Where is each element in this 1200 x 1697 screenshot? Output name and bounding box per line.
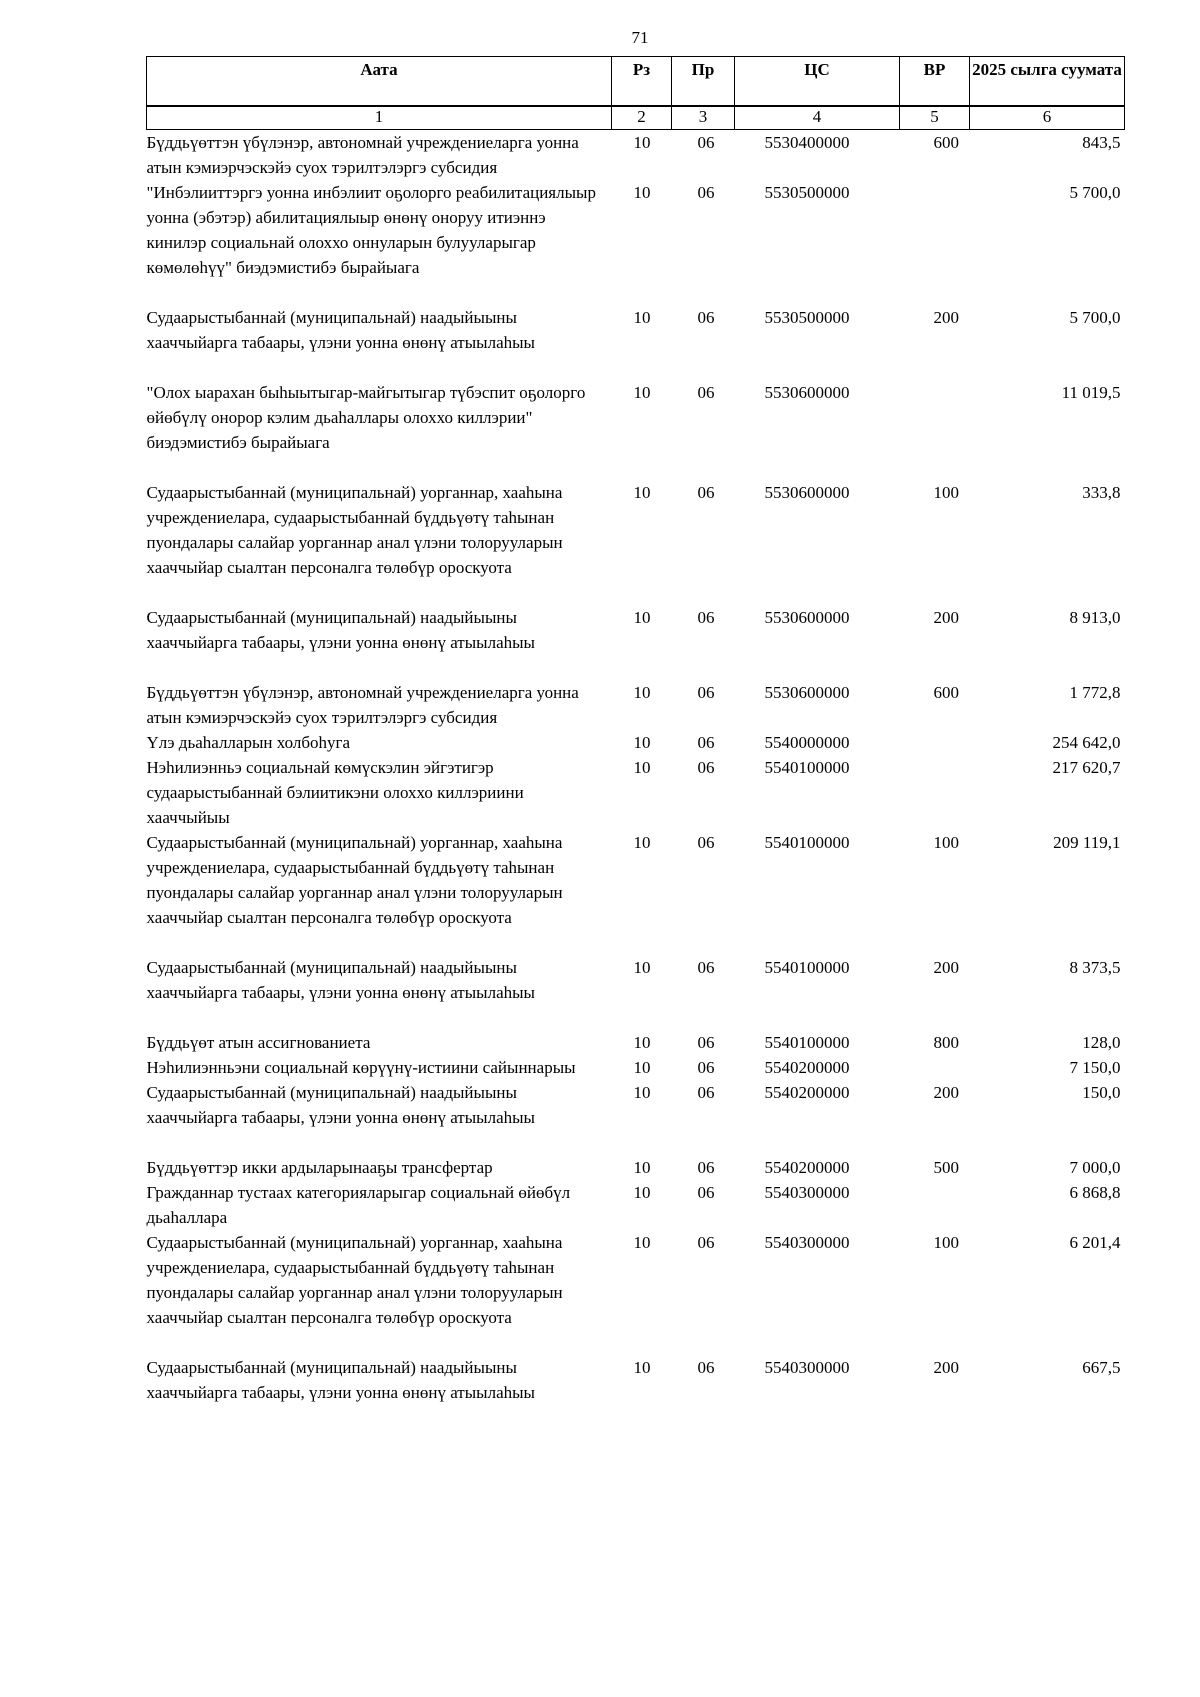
- header-cs: ЦС: [735, 57, 900, 107]
- column-number-3: 3: [672, 106, 735, 130]
- row-vr: [900, 1180, 970, 1230]
- row-cs: 5530600000: [764, 608, 850, 627]
- row-cs: 5530400000: [764, 133, 850, 152]
- table-row: [147, 1080, 1125, 1155]
- row-sum: 8 913,0: [1069, 608, 1121, 627]
- header-rz: Рз: [612, 57, 672, 107]
- row-cs: 5540100000: [764, 958, 850, 977]
- column-number-6: 6: [970, 106, 1125, 130]
- row-cs: 5540100000: [764, 833, 850, 852]
- row-name: Гражданнар тустаах категорияларыгар социальнай өйөбүл дьаһаллара: [146, 1183, 571, 1227]
- table-row: [147, 730, 1125, 755]
- row-vr: 200: [933, 958, 959, 977]
- row-vr: 200: [933, 308, 959, 327]
- row-name: Судаарыстыбаннай (муниципальнай) наадыйыыны хааччыйарга табаары, үлэни уонна өнөнү атыылаһыы: [146, 608, 535, 652]
- row-sum: 1 772,8: [1069, 683, 1121, 702]
- row-pr: 06: [697, 1233, 715, 1252]
- row-pr: 06: [697, 1158, 715, 1177]
- row-vr: 200: [933, 1358, 959, 1377]
- row-sum: 209 119,1: [1053, 833, 1121, 852]
- column-number-row: [147, 106, 1125, 130]
- row-rz: 10: [633, 1058, 651, 1077]
- column-number-5: 5: [900, 106, 970, 130]
- row-cs: 5540300000: [764, 1183, 850, 1202]
- row-vr: 100: [933, 833, 959, 852]
- column-number-2: 2: [612, 106, 672, 130]
- row-pr: 06: [697, 758, 715, 777]
- row-name: Судаарыстыбаннай (муниципальнай) наадыйыыны хааччыйарга табаары, үлэни уонна өнөнү атыылаһыы: [146, 1083, 535, 1127]
- row-rz: 10: [633, 958, 651, 977]
- budget-table: [146, 56, 1125, 1405]
- row-pr: 06: [697, 483, 715, 502]
- column-number-1: 1: [147, 106, 612, 130]
- row-name: Судаарыстыбаннай (муниципальнай) наадыйыыны хааччыйарга табаары, үлэни уонна өнөнү атыылаһыы: [146, 308, 535, 352]
- row-rz: 10: [633, 683, 651, 702]
- row-pr: 06: [697, 383, 715, 402]
- table-row: [147, 680, 1125, 730]
- row-pr: 06: [697, 1033, 715, 1052]
- table-header: [147, 57, 1125, 130]
- row-cs: 5540000000: [764, 733, 850, 752]
- row-sum: 150,0: [1082, 1083, 1121, 1102]
- row-name: Судаарыстыбаннай (муниципальнай) наадыйыыны хааччыйарга табаары, үлэни уонна өнөнү атыылаһыы: [146, 1358, 535, 1402]
- row-vr: [900, 1055, 970, 1080]
- row-sum: 11 019,5: [1061, 383, 1121, 402]
- row-vr: 200: [933, 1083, 959, 1102]
- row-name: Судаарыстыбаннай (муниципальнай) уорганнар, хааһына учреждениелара, судаарыстыбаннай бүддьүөтү таһынан пуондалары салайар уорганнар анал үлэни толорууларын хааччыйар сыалтан персоналга төлөбүр ороскуота: [146, 483, 563, 577]
- table-row: [147, 755, 1125, 830]
- row-name: Бүддьүөт атын ассигнованиета: [146, 1033, 371, 1052]
- page-number: 71: [631, 28, 649, 47]
- row-pr: 06: [697, 1183, 715, 1202]
- row-cs: 5540200000: [764, 1083, 850, 1102]
- row-name: Бүддьүөттэр икки ардыларынааҕы трансфертар: [146, 1158, 493, 1177]
- row-vr: 600: [933, 133, 959, 152]
- row-name: Судаарыстыбаннай (муниципальнай) наадыйыыны хааччыйарга табаары, үлэни уонна өнөнү атыылаһыы: [146, 958, 535, 1002]
- table-row: [147, 1155, 1125, 1180]
- row-name: Судаарыстыбаннай (муниципальнай) уорганнар, хааһына учреждениелара, судаарыстыбаннай бүддьүөтү таһынан пуондалары салайар уорганнар анал үлэни толорууларын хааччыйар сыалтан персоналга төлөбүр ороскуота: [146, 833, 563, 927]
- row-rz: 10: [633, 483, 651, 502]
- row-cs: 5530500000: [764, 183, 850, 202]
- row-sum: 217 620,7: [1052, 758, 1121, 777]
- row-sum: 667,5: [1082, 1358, 1121, 1377]
- row-rz: 10: [633, 1033, 651, 1052]
- row-rz: 10: [633, 1183, 651, 1202]
- row-pr: 06: [697, 733, 715, 752]
- row-sum: 5 700,0: [1069, 183, 1121, 202]
- row-sum: 7 000,0: [1069, 1158, 1121, 1177]
- row-rz: 10: [633, 1233, 651, 1252]
- table-row: [147, 480, 1125, 605]
- header-row: [147, 57, 1125, 107]
- row-vr: [900, 755, 970, 830]
- row-vr: 800: [933, 1033, 959, 1052]
- row-pr: 06: [697, 183, 715, 202]
- row-pr: 06: [697, 1358, 715, 1377]
- column-number-4: 4: [735, 106, 900, 130]
- row-sum: 333,8: [1082, 483, 1121, 502]
- table-row: [147, 305, 1125, 380]
- row-name: Бүддьүөттэн үбүлэнэр, автономнай учреждениеларга уонна атын кэмиэрчэскэйэ суох тэрилтэлэргэ субсидия: [146, 683, 579, 727]
- row-name: "Инбэлииттэргэ уонна инбэлиит оҕолорго реабилитациялыыр уонна (эбэтэр) абилитациялыыр өнөнү оноруу итиэннэ кинилэр социальнай олоххо оннуларын булууларыгар көмөлөһүү" биэдэмистибэ бырайыага: [146, 183, 596, 277]
- row-pr: 06: [697, 683, 715, 702]
- row-rz: 10: [633, 733, 651, 752]
- table-row: [147, 830, 1125, 955]
- row-name: Нэһилиэнньэни социальнай көрүүнү-истиини сайыннарыы: [146, 1058, 576, 1077]
- row-cs: 5530600000: [764, 483, 850, 502]
- row-vr: [900, 180, 970, 305]
- row-rz: 10: [633, 133, 651, 152]
- row-vr: [900, 730, 970, 755]
- row-rz: 10: [633, 183, 651, 202]
- row-sum: 8 373,5: [1069, 958, 1121, 977]
- table-row: [147, 130, 1125, 181]
- row-pr: 06: [697, 308, 715, 327]
- row-sum: 128,0: [1082, 1033, 1121, 1052]
- row-pr: 06: [697, 133, 715, 152]
- table-row: [147, 1230, 1125, 1355]
- row-name: Судаарыстыбаннай (муниципальнай) уорганнар, хааһына учреждениелара, судаарыстыбаннай бүддьүөтү таһынан пуондалары салайар уорганнар анал үлэни толорууларын хааччыйар сыалтан персоналга төлөбүр ороскуота: [146, 1233, 563, 1327]
- row-rz: 10: [633, 758, 651, 777]
- row-rz: 10: [633, 383, 651, 402]
- table-row: [147, 605, 1125, 680]
- row-vr: 100: [933, 483, 959, 502]
- row-sum: 7 150,0: [1069, 1058, 1121, 1077]
- row-rz: 10: [633, 833, 651, 852]
- row-pr: 06: [697, 833, 715, 852]
- row-cs: 5540300000: [764, 1358, 850, 1377]
- row-pr: 06: [697, 1083, 715, 1102]
- table-row: [147, 380, 1125, 480]
- row-pr: 06: [697, 958, 715, 977]
- row-cs: 5530500000: [764, 308, 850, 327]
- row-sum: 5 700,0: [1069, 308, 1121, 327]
- header-vr: ВР: [900, 57, 970, 107]
- row-cs: 5530600000: [764, 383, 850, 402]
- row-rz: 10: [633, 1158, 651, 1177]
- row-cs: 5540200000: [764, 1058, 850, 1077]
- row-sum: 6 201,4: [1069, 1233, 1121, 1252]
- row-cs: 5540200000: [764, 1158, 850, 1177]
- row-cs: 5530600000: [764, 683, 850, 702]
- table-row: [147, 1355, 1125, 1405]
- row-sum: 6 868,8: [1069, 1183, 1121, 1202]
- row-vr: 500: [933, 1158, 959, 1177]
- table-body: [147, 130, 1125, 1406]
- row-cs: 5540100000: [764, 758, 850, 777]
- row-rz: 10: [633, 308, 651, 327]
- table-row: [147, 1030, 1125, 1055]
- row-rz: 10: [633, 1083, 651, 1102]
- row-pr: 06: [697, 1058, 715, 1077]
- row-pr: 06: [697, 608, 715, 627]
- row-vr: [900, 380, 970, 480]
- table-row: [147, 1055, 1125, 1080]
- row-rz: 10: [633, 1358, 651, 1377]
- row-rz: 10: [633, 608, 651, 627]
- header-name: Аата: [147, 57, 612, 107]
- row-vr: 200: [933, 608, 959, 627]
- header-pr: Пр: [672, 57, 735, 107]
- row-vr: 100: [933, 1233, 959, 1252]
- table-row: [147, 180, 1125, 305]
- row-name: Үлэ дьаһалларын холбоһуга: [146, 733, 351, 752]
- table-row: [147, 955, 1125, 1030]
- row-name: Нэһилиэнньэ социальнай көмүскэлин эйгэтигэр судаарыстыбаннай бэлиитикэни олоххо киллэриини хааччыйыы: [146, 758, 524, 827]
- header-sum: 2025 сылга суумата: [970, 57, 1125, 107]
- row-vr: 600: [933, 683, 959, 702]
- row-cs: 5540100000: [764, 1033, 850, 1052]
- table-row: [147, 1180, 1125, 1230]
- row-name: Бүддьүөттэн үбүлэнэр, автономнай учреждениеларга уонна атын кэмиэрчэскэйэ суох тэрилтэлэргэ субсидия: [146, 133, 579, 177]
- row-sum: 254 642,0: [1052, 733, 1121, 752]
- row-sum: 843,5: [1082, 133, 1121, 152]
- row-cs: 5540300000: [764, 1233, 850, 1252]
- row-name: "Олох ыарахан быһыытыгар-майгытыгар түбэспит оҕолорго өйөбүлү оноpop кэлим дьаһаллары олоххо киллэрии" биэдэмистибэ бырайыага: [146, 383, 586, 452]
